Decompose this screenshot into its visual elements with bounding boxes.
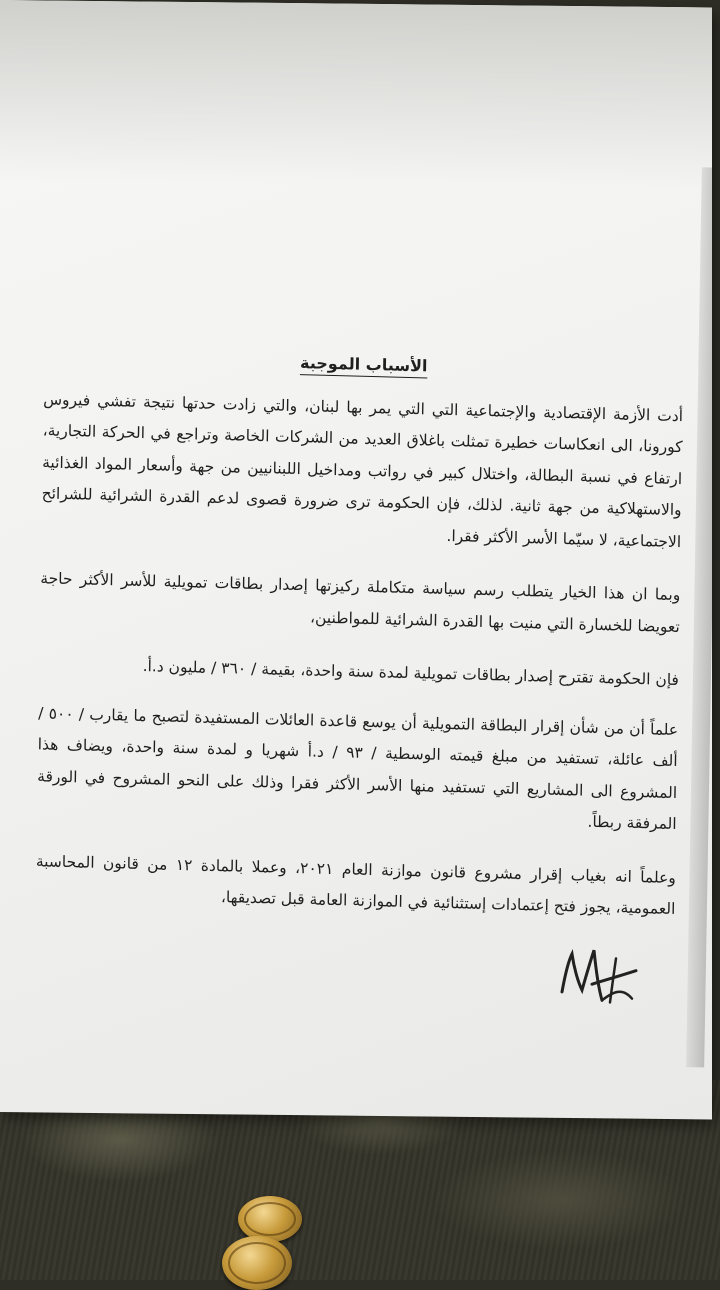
document-body [35,340,684,947]
paragraph: علماً أن من شأن إقرار البطاقة التمويلية أن يوسع قاعدة العائلات المستفيدة لتصبح ما يقارب / ٥٠٠ / ألف عائلة، تستفيد من مبلغ قيمته الوسطية / ٩٣ / د.أ شهريا و لمدة سنة واحدة، ويضاف هذا المشروع الى المشاريع التي تستفيد منها الأسر الأكثر فقرا وذلك على النحو المشروح في الورقة المرفقة ربطاً. [37,703,679,834]
paragraph: أدت الأزمة الإقتصادية والإجتماعية التي التي يمر بها لبنان، والتي زادت حدتها نتيجة تفشي فيروس كورونا، الى انعكاسات خطيرة تمثلت باغلاق العديد من الشركات الخاصة وتراجع في الحركة التجارية، ارتفاع في نسبة البطالة، واختلال كبير في رواتب ومداخيل اللبنانيين من جهة وأسعار المواد الغذائية والاستهلاكية من جهة ثانية. لذلك، فإن الحكومة ترى ضرورة قصوى لدعم القدرة الشرائية للشرائح الاجتماعية، لا سيّما الأسر الأكثر فقرا. [41,389,684,551]
gold-button-bottom [222,1236,292,1290]
paragraph: فإن الحكومة تقترح إصدار بطاقات تمويلية لمدة سنة واحدة، بقيمة / ٣٦٠ / مليون د.أ. [142,657,680,690]
gold-button-top [238,1196,302,1242]
document-title: الأسباب الموجبة [299,353,428,376]
paragraph: وبما ان هذا الخيار يتطلب رسم سياسة متكاملة ركيزتها إصدار بطاقات تمويلية للأسر الأكثر حاجة تعويضا للخسارة التي منيت بها القدرة الشرائية للمواطنين، [40,569,681,636]
page-shading [0,0,712,188]
handwritten-signature [552,940,642,1011]
paragraph: وعلماً انه بغياب إقرار مشروع قانون موازنة العام ٢٠٢١، وعملا بالمادة ١٢ من قانون المحاسبة العمومية، يجوز فتح إعتمادات إستثنائية في الموازنة العامة قبل تصديقها، [35,851,676,919]
page-edge [686,167,712,1067]
